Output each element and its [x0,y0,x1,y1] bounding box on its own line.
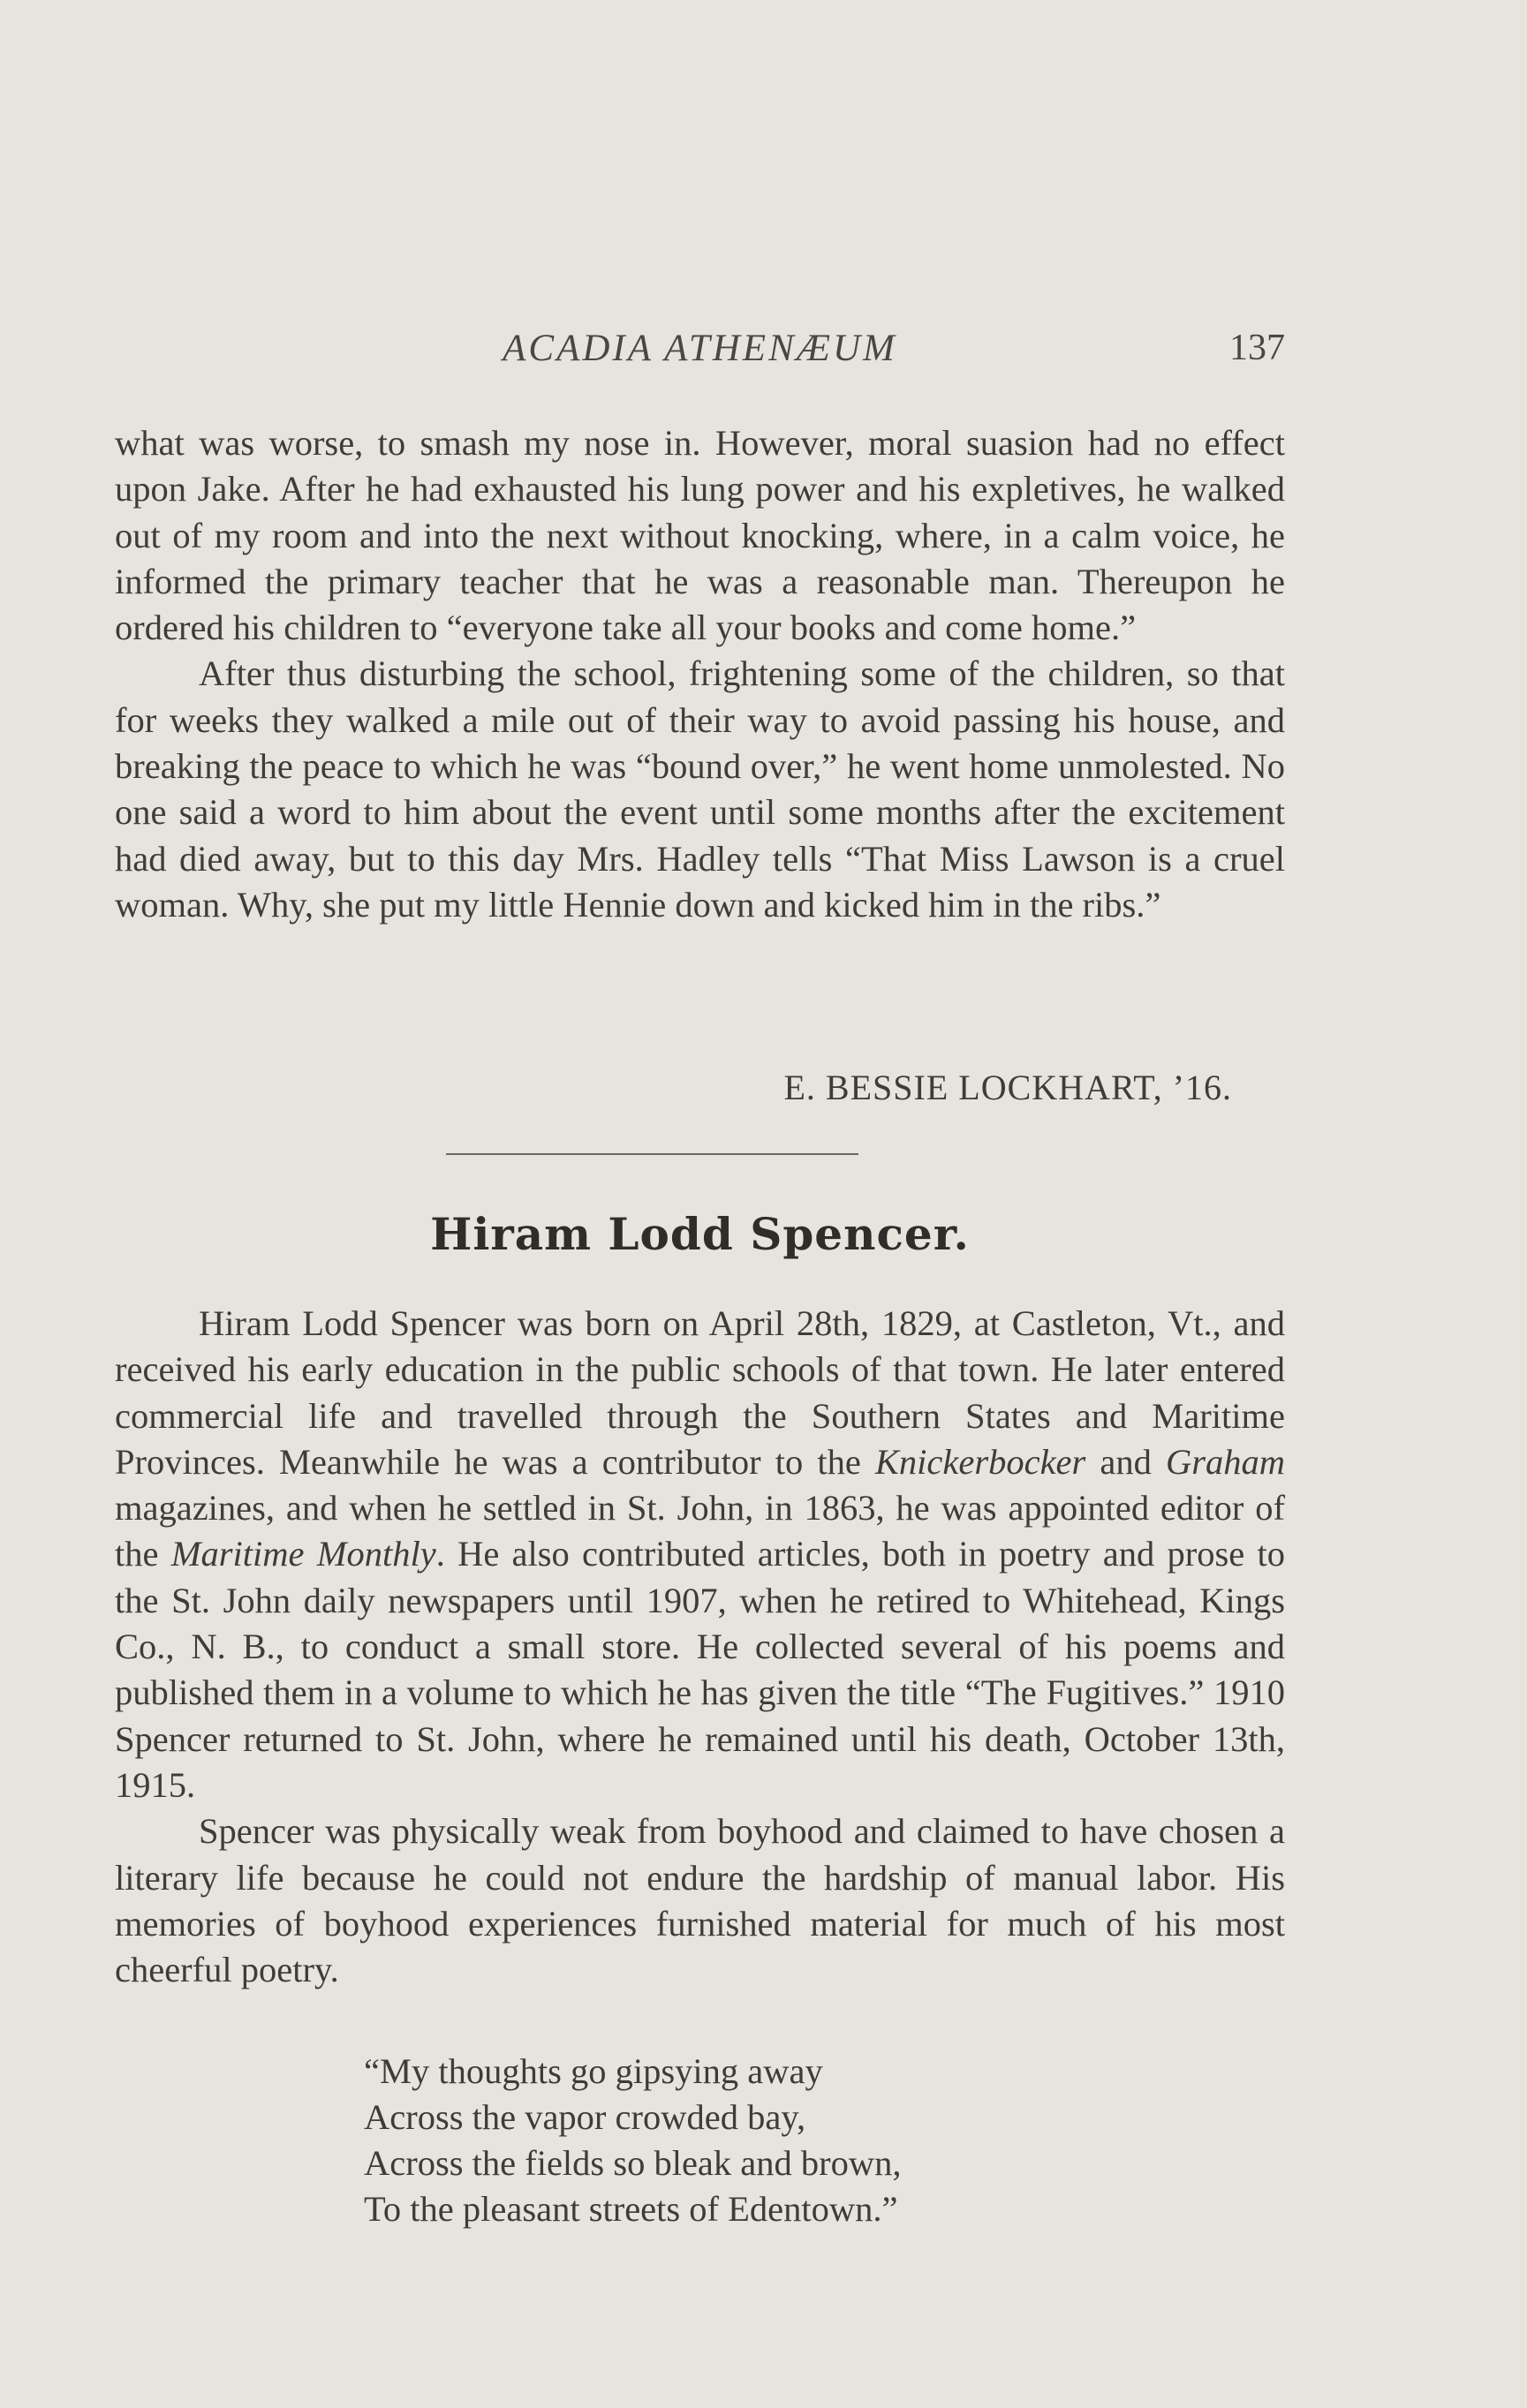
story-conclusion [115,420,1285,928]
magazine-title: Maritime Monthly [170,1534,436,1574]
paragraph: what was worse, to smash my nose in. However, moral suasion had no effect upon Jake. After he had exhausted his lung power and his expletives, he walked out of my room and into the next without knocking, where, in a calm voice, he informed the primary teacher that he was a reasonable man. Thereupon he ordered his children to “everyone take all your books and come home.” [115,423,1285,648]
paragraph: After thus disturbing the school, frightening some of the children, so that for weeks they walked a mile out of their way to avoid passing his house, and breaking the peace to which he was “bound over,” he went home unmolested. No one said a word to him about the event until some months after the excitement had died away, but to this day Mrs. Hadley tells “That Miss Lawson is a cruel woman. Why, she put my little Hennie down and kicked him in the ribs.” [115,653,1285,925]
poem-line: Across the vapor crowded bay, [364,2097,806,2137]
article-body [115,1301,1285,1993]
section-divider [446,1153,858,1155]
magazine-title: Graham [1165,1441,1285,1482]
paragraph-text: Hiram Lodd Spencer was born on April 28th, 1829, at Castleton, Vt., and received his early education in the public schools of that town. He later entered commercial life and travelled through the Southern States and Maritime Provinces. Meanwhile he was a contributor to the [115,1303,1285,1482]
article-title: Hiram Lodd Spencer. [430,1208,970,1260]
poem-line: Across the fields so bleak and brown, [364,2143,902,2183]
page-number: 137 [1229,328,1285,368]
running-head [115,327,1285,380]
poem-line: “My thoughts go gipsying away [364,2051,823,2091]
poem-quote [364,2049,902,2232]
paragraph: Spencer was physically weak from boyhood and claimed to have chosen a literary life because he could not endure the hardship of manual labor. His memories of boyhood experiences furnished material for much of his most cheerful poetry. [115,1811,1285,1990]
magazine-title: Knickerbocker [874,1441,1086,1482]
paragraph-text: and [1085,1441,1166,1482]
paragraph-text: magazines, and when he settled in St. John, in 1863, he was appointed editor of the [115,1488,1285,1574]
author-signature: E. BESSIE LOCKHART, ’16. [783,1068,1232,1107]
journal-title: ACADIA ATHENÆUM [503,328,897,369]
paragraph [115,1301,1285,1808]
poem-line: To the pleasant streets of Edentown.” [364,2189,898,2229]
paragraph-text: . He also contributed articles, both in poetry and prose to the St. John daily newspapers until 1907, when he retired to Whitehead, Kings Co., N. B., to conduct a small store. He collected several of his poems and published them in a volume to which he has given the title “The Fugitives.” 1910 Spencer returned to St. John, where he remained until his death, October 13th, 1915. [115,1534,1285,1805]
